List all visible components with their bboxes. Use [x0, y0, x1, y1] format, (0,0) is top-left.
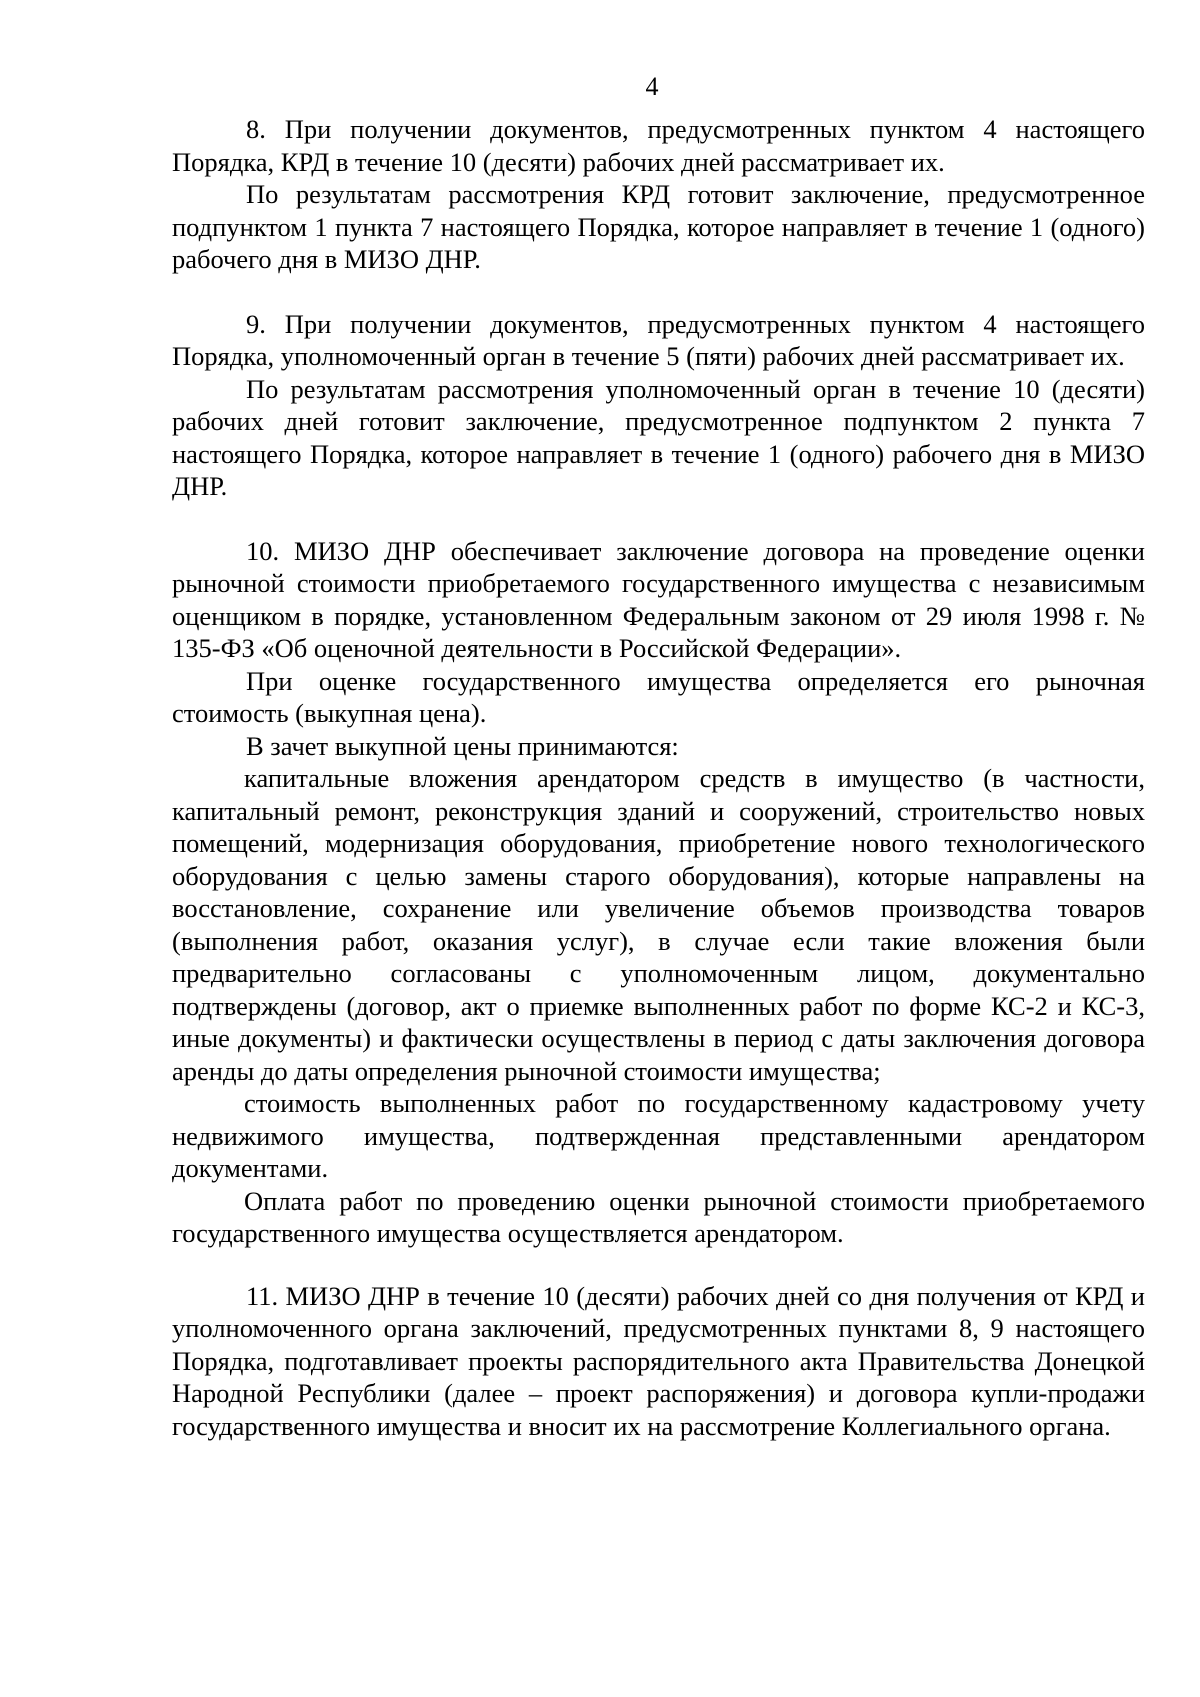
- paragraph-9-result: По результатам рассмотрения уполномоченный орган в течение 10 (десяти) рабочих дней готовит заключение, предусмотренное подпунктом 2 пункта 7 настоящего Порядка, которое направляет в течение 1 (одного) рабочего дня в МИЗО ДНР.: [172, 373, 1145, 501]
- paragraph-10-payment: Оплата работ по проведению оценки рыночной стоимости приобретаемого государственного имущества осуществляется арендатором.: [172, 1185, 1145, 1248]
- paragraph-8: 8. При получении документов, предусмотренных пунктом 4 настоящего Порядка, КРД в течение 10 (десяти) рабочих дней рассматривает их.: [172, 114, 1145, 177]
- paragraph-10: 10. МИЗО ДНР обеспечивает заключение договора на проведение оценки рыночной стоимости приобретаемого государственного имущества с независимым оценщиком в порядке, установленном Федеральным законом от 29 июля 1998 г. № 135-ФЗ «Об оценочной деятельности в Российской Федерации».: [172, 535, 1145, 663]
- page-number: 4: [645, 72, 659, 101]
- document-body: [172, 113, 1145, 1442]
- paragraph-10-offset-intro: В зачет выкупной цены принимаются:: [246, 730, 679, 761]
- paragraph-8-result: По результатам рассмотрения КРД готовит заключение, предусмотренное подпунктом 1 пункта 7 настоящего Порядка, которое направляет в течение 1 (одного) рабочего дня в МИЗО ДНР.: [172, 179, 1145, 274]
- paragraph-9: 9. При получении документов, предусмотренных пунктом 4 настоящего Порядка, уполномоченный орган в течение 5 (пяти) рабочих дней рассматривает их.: [172, 308, 1145, 371]
- paragraph-10-valuation: При оценке государственного имущества определяется его рыночная стоимость (выкупная цена).: [172, 665, 1145, 728]
- paragraph-11: 11. МИЗО ДНР в течение 10 (десяти) рабочих дней со дня получения от КРД и уполномоченного органа заключений, предусмотренных пунктами 8, 9 настоящего Порядка, подготавливает проекты распорядительного акта Правительства Донецкой Народной Республики (далее – проект распоряжения) и договора купли-продажи государственного имущества и вносит их на рассмотрение Коллегиального органа.: [172, 1280, 1145, 1441]
- paragraph-10-cadastral-costs: стоимость выполненных работ по государственному кадастровому учету недвижимого имущества, подтвержденная представленными арендатором документами.: [172, 1088, 1145, 1183]
- paragraph-10-capital-investments: капитальные вложения арендатором средств в имущество (в частности, капитальный ремонт, реконструкция зданий и сооружений, строительство новых помещений, модернизация оборудования, приобретение нового технологического оборудования с целью замены старого оборудования), которые направлены на восстановление, сохранение или увеличение объемов производства товаров (выполнения работ, оказания услуг), в случае если такие вложения были предварительно согласованы с уполномоченным лицом, документально подтверждены (договор, акт о приемке выполненных работ по форме КС-2 и КС-3, иные документы) и фактически осуществлены в период с даты заключения договора аренды до даты определения рыночной стоимости имущества;: [172, 763, 1145, 1086]
